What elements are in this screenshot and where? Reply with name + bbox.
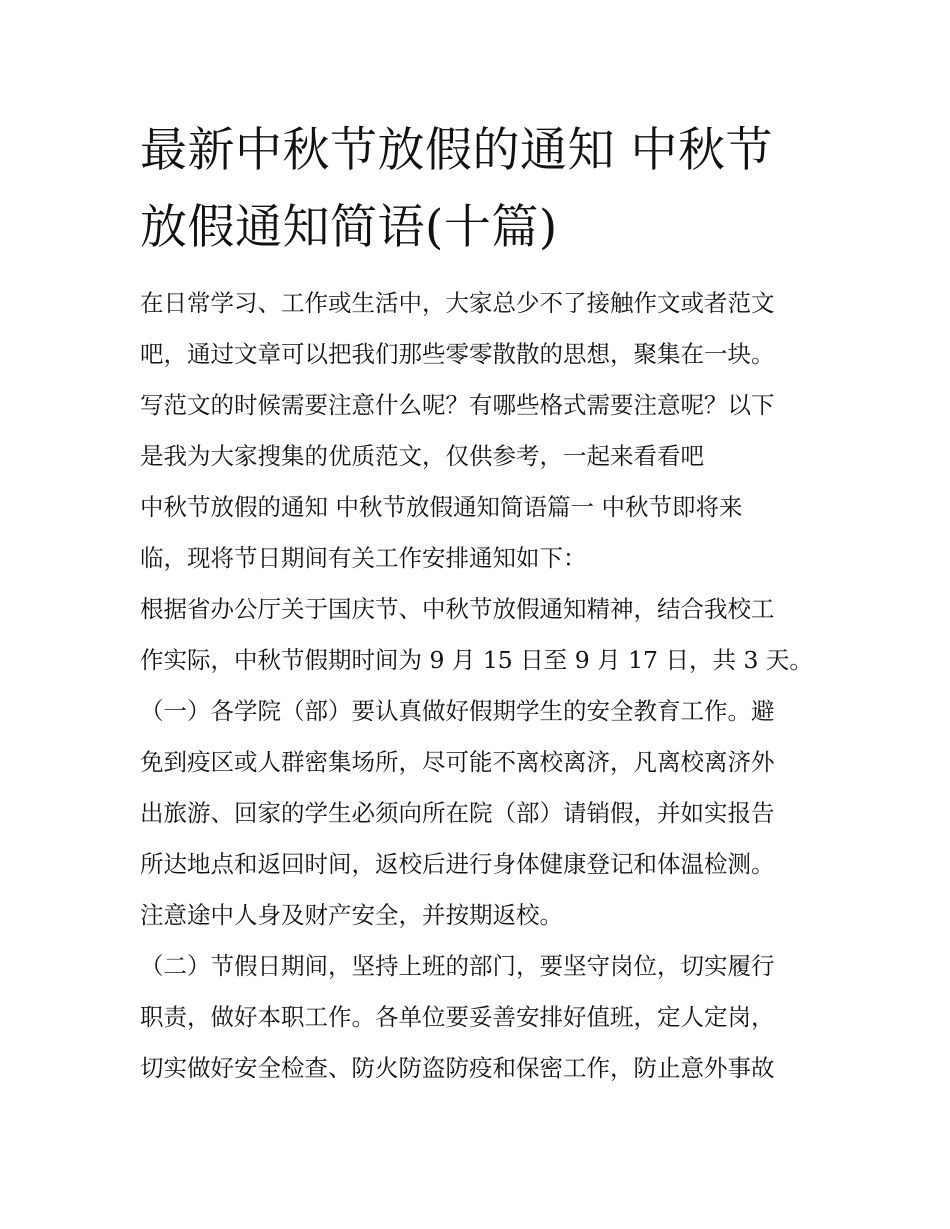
body-line: 中秋节放假的通知 中秋节放假通知简语篇一 中秋节即将来 bbox=[140, 493, 743, 521]
body-line: 写范文的时候需要注意什么呢？有哪些格式需要注意呢？以下 bbox=[140, 391, 775, 419]
title-line: 最新中秋节放假的通知 中秋节 bbox=[140, 123, 773, 178]
document-body bbox=[140, 278, 830, 1094]
body-line: 切实做好安全检查、防火防盗防疫和保密工作，防止意外事故 bbox=[140, 1054, 775, 1082]
body-line: 临，现将节日期间有关工作安排通知如下： bbox=[140, 544, 587, 572]
body-line: 所达地点和返回时间，返校后进行身体健康登记和体温检测。 bbox=[140, 850, 775, 878]
body-line: 根据省办公厅关于国庆节、中秋节放假通知精神，结合我校工 bbox=[140, 595, 775, 623]
body-line: 职责，做好本职工作。各单位要妥善安排好值班，定人定岗， bbox=[140, 1003, 775, 1031]
body-line: （二）节假日期间，坚持上班的部门，要坚守岗位，切实履行 bbox=[140, 952, 775, 980]
body-line: （一）各学院（部）要认真做好假期学生的安全教育工作。避 bbox=[140, 697, 775, 725]
body-line: 在日常学习、工作或生活中，大家总少不了接触作文或者范文 bbox=[140, 289, 775, 317]
body-line: 作实际，中秋节假期时间为 9 月 15 日至 9 月 17 日，共 3 天。 bbox=[140, 646, 813, 674]
title-line: 放假通知简语(十篇) bbox=[140, 200, 558, 255]
body-line: 出旅游、回家的学生必须向所在院（部）请销假，并如实报告 bbox=[140, 799, 775, 827]
body-line: 免到疫区或人群密集场所，尽可能不离校离济，凡离校离济外 bbox=[140, 748, 775, 776]
body-line: 注意途中人身及财产安全，并按期返校。 bbox=[140, 901, 563, 929]
document-title bbox=[140, 112, 820, 266]
body-line: 吧，通过文章可以把我们那些零零散散的思想，聚集在一块。 bbox=[140, 340, 775, 368]
body-line: 是我为大家搜集的优质范文，仅供参考，一起来看看吧 bbox=[140, 442, 704, 470]
